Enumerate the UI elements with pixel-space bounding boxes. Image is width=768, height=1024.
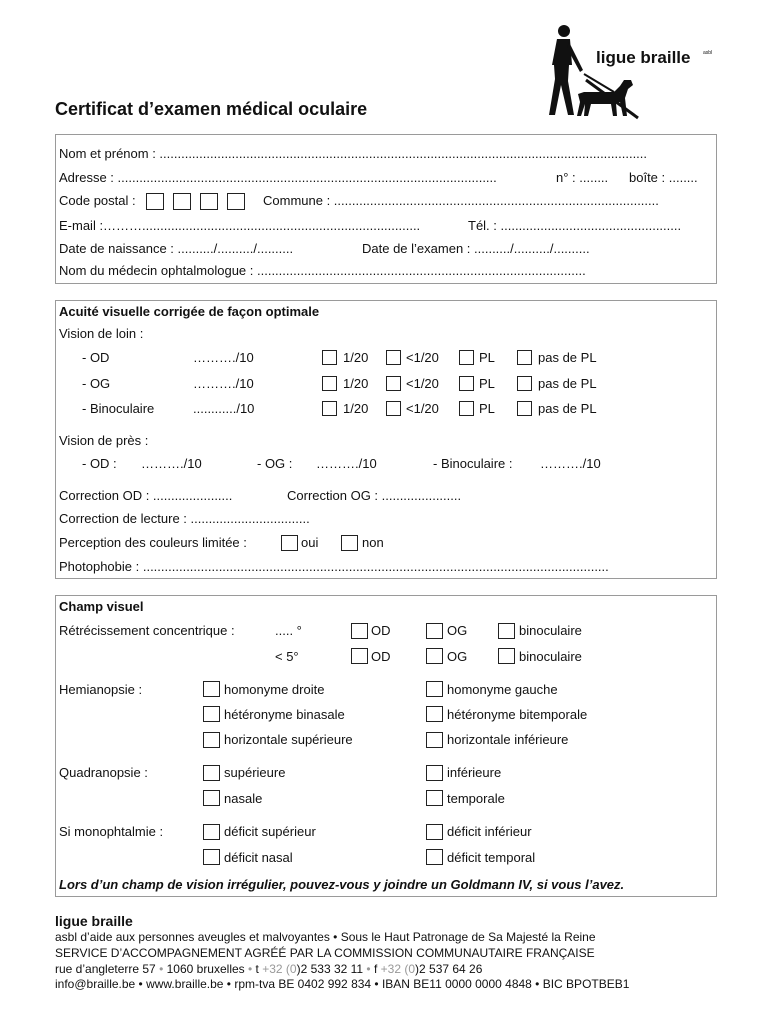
footer-city: 1060 bruxelles	[166, 962, 245, 976]
box-field[interactable]: boîte : ........	[629, 170, 698, 185]
checkbox[interactable]	[322, 376, 337, 391]
birthdate-field[interactable]: Date de naissance : ........../........../..........	[59, 241, 294, 256]
checkbox[interactable]	[426, 765, 443, 781]
logo-suffix: asbl	[703, 50, 713, 56]
name-field[interactable]: Nom et prénom : .......................................................................................................................................	[59, 146, 648, 161]
near-od-field[interactable]: ………./10	[141, 456, 202, 471]
eye-label: binoculaire	[519, 623, 582, 638]
footer-street: rue d’angleterre 57	[55, 962, 156, 976]
option-label: hétéronyme binasale	[224, 707, 345, 722]
acuity-row-label: - OD	[82, 350, 110, 365]
option-label: temporale	[447, 791, 505, 806]
concentric-label: Rétrécissement concentrique :	[59, 623, 235, 638]
option-label: PL	[479, 401, 495, 416]
acuity-heading: Acuité visuelle corrigée de façon optimale	[59, 304, 320, 319]
checkbox[interactable]	[203, 824, 220, 840]
option-label: <1/20	[406, 401, 439, 416]
eye-label: OG	[447, 649, 468, 664]
option-label: hétéronyme bitemporale	[447, 707, 588, 722]
checkbox[interactable]	[386, 350, 401, 365]
checkbox[interactable]	[426, 623, 443, 639]
page-title: Certificat d’examen médical oculaire	[55, 99, 368, 119]
option-label: inférieure	[447, 765, 502, 780]
postal-digit-box[interactable]	[200, 193, 218, 210]
color-perception-label: Perception des couleurs limitée :	[59, 535, 247, 550]
acuity-value-field[interactable]: ………./10	[193, 376, 254, 391]
option-label: pas de PL	[538, 376, 597, 391]
footer-line-1: asbl d’aide aux personnes aveugles et malvoyantes • Sous le Haut Patronage de Sa Majesté la Reine	[55, 930, 596, 944]
checkbox[interactable]	[386, 401, 401, 416]
acuity-value-field[interactable]: ………./10	[193, 350, 254, 365]
checkbox[interactable]	[281, 535, 298, 551]
near-og-label: - OG :	[257, 456, 293, 471]
checkbox[interactable]	[203, 790, 220, 806]
exam-date-field[interactable]: Date de l’examen : ........../........../..........	[362, 241, 590, 256]
eye-label: binoculaire	[519, 649, 582, 664]
visual-field-section	[55, 595, 717, 897]
checkbox[interactable]	[426, 706, 443, 722]
checkbox[interactable]	[322, 350, 337, 365]
checkbox[interactable]	[517, 401, 532, 416]
monophthalmia-label: Si monophtalmie :	[59, 824, 164, 839]
checkbox[interactable]	[517, 376, 532, 391]
option-label: supérieure	[224, 765, 286, 780]
footer-fax-cc: +32 (0	[380, 962, 416, 976]
checkbox[interactable]	[498, 648, 515, 664]
degree-label: < 5°	[275, 649, 299, 664]
checkbox[interactable]	[426, 849, 443, 865]
checkbox[interactable]	[203, 681, 220, 697]
option-label: homonyme gauche	[447, 682, 558, 697]
option-label: homonyme droite	[224, 682, 325, 697]
eye-label: OD	[371, 623, 391, 638]
footer-fax-label: f	[373, 962, 378, 976]
eye-label: OG	[447, 623, 468, 638]
option-label: <1/20	[406, 376, 439, 391]
checkbox[interactable]	[426, 732, 443, 748]
option-label: PL	[479, 376, 495, 391]
degree-field[interactable]: ..... °	[275, 623, 302, 638]
postal-digit-box[interactable]	[146, 193, 164, 210]
no-label: non	[362, 535, 384, 550]
checkbox[interactable]	[203, 732, 220, 748]
checkbox[interactable]	[459, 376, 474, 391]
near-od-label: - OD :	[82, 456, 117, 471]
reading-correction-field[interactable]: Correction de lecture : .................................	[59, 511, 310, 526]
option-label: 1/20	[343, 350, 369, 365]
footer-line-2: SERVICE D’ACCOMPAGNEMENT AGRÉÉ PAR LA COMMISSION COMMUNAUTAIRE FRANÇAISE	[55, 946, 595, 960]
option-label: 1/20	[343, 401, 369, 416]
checkbox[interactable]	[498, 623, 515, 639]
checkbox[interactable]	[203, 765, 220, 781]
option-label: pas de PL	[538, 401, 597, 416]
option-label: déficit supérieur	[224, 824, 316, 839]
checkbox[interactable]	[203, 849, 220, 865]
visual-field-heading: Champ visuel	[59, 599, 144, 614]
checkbox[interactable]	[341, 535, 358, 551]
option-label: déficit inférieur	[447, 824, 532, 839]
correction-og-field[interactable]: Correction OG : ......................	[287, 488, 462, 503]
option-label: nasale	[224, 791, 263, 806]
phone-field[interactable]: Tél. : ..................................................	[468, 218, 682, 233]
footer-tel-number: )2 533 32 11	[296, 962, 364, 976]
footer-tel-label: t	[255, 962, 259, 976]
option-label: horizontale inférieure	[447, 732, 569, 747]
acuity-row-label: - OG	[82, 376, 111, 391]
goldmann-note: Lors d’un champ de vision irrégulier, pouvez-vous y joindre un Goldmann IV, si vous l’avez.	[59, 877, 625, 892]
checkbox[interactable]	[203, 706, 220, 722]
checkbox[interactable]	[351, 648, 368, 664]
checkbox[interactable]	[459, 350, 474, 365]
footer-tel-cc: +32 (0	[262, 962, 297, 976]
near-binocular-label: - Binoculaire :	[433, 456, 513, 471]
acuity-row-label: - Binoculaire	[82, 401, 155, 416]
distance-vision-label: Vision de loin :	[59, 326, 144, 341]
checkbox[interactable]	[426, 648, 443, 664]
checkbox[interactable]	[517, 350, 532, 365]
footer-fax-number: )2 537 64 26	[415, 962, 483, 976]
checkbox[interactable]	[426, 681, 443, 697]
number-field[interactable]: n° : ........	[556, 170, 609, 185]
option-label: PL	[479, 350, 495, 365]
photophobia-field[interactable]: Photophobie : .................................................................................................................................	[59, 559, 609, 574]
email-field[interactable]: E-mail :……….............................................................................	[59, 218, 421, 233]
postal-digit-box[interactable]	[173, 193, 191, 210]
postal-digit-box[interactable]	[227, 193, 245, 210]
near-og-field[interactable]: ………./10	[316, 456, 377, 471]
checkbox[interactable]	[322, 401, 337, 416]
checkbox[interactable]	[351, 623, 368, 639]
eye-label: OD	[371, 649, 391, 664]
commune-field[interactable]: Commune : ..........................................................................................	[263, 193, 659, 208]
footer-line-4: info@braille.be • www.braille.be • rpm-tva BE 0402 992 834 • IBAN BE11 0000 0000 4848 • BIC BPOTBEB1	[55, 977, 630, 991]
option-label: pas de PL	[538, 350, 597, 365]
checkbox[interactable]	[426, 824, 443, 840]
footer-line-3: rue d’angleterre 57 • 1060 bruxelles • t +32 (0)2 533 32 11 • f +32 (0)2 537 64 26	[55, 962, 483, 976]
option-label: déficit temporal	[447, 850, 536, 865]
correction-od-field[interactable]: Correction OD : ......................	[59, 488, 233, 503]
near-binocular-field[interactable]: ………./10	[540, 456, 601, 471]
checkbox[interactable]	[459, 401, 474, 416]
checkbox[interactable]	[426, 790, 443, 806]
checkbox[interactable]	[386, 376, 401, 391]
hemianopsia-label: Hemianopsie :	[59, 682, 143, 697]
doctor-name-field[interactable]: Nom du médecin ophtalmologue : ...........................................................................................	[59, 263, 586, 278]
option-label: horizontale supérieure	[224, 732, 353, 747]
quadranopsia-label: Quadranopsie :	[59, 765, 148, 780]
logo-illustration	[540, 20, 650, 120]
near-vision-label: Vision de près :	[59, 433, 149, 448]
option-label: <1/20	[406, 350, 439, 365]
footer-brand: ligue braille	[55, 913, 133, 929]
postal-code-label: Code postal :	[59, 193, 136, 208]
yes-label: oui	[301, 535, 319, 550]
acuity-value-field[interactable]: ............/10	[193, 401, 255, 416]
option-label: déficit nasal	[224, 850, 293, 865]
logo-brand: ligue braille	[596, 48, 691, 67]
address-field[interactable]: Adresse : .........................................................................................................	[59, 170, 497, 185]
option-label: 1/20	[343, 376, 369, 391]
